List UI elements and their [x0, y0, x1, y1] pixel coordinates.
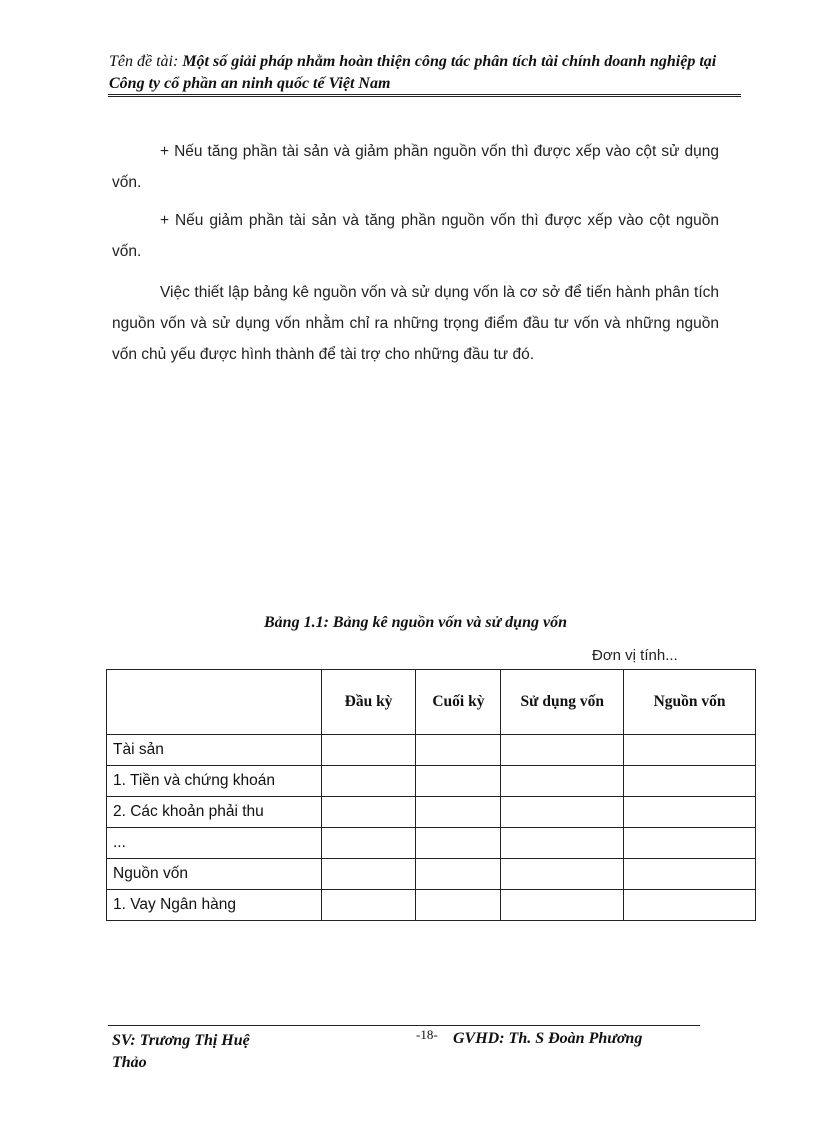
- paragraph-2: + Nếu giảm phần tài sản và tăng phần nguồn vốn thì được xếp vào cột nguồn vốn.: [112, 212, 719, 260]
- row-label: 1. Tiền và chứng khoán: [107, 766, 322, 797]
- footer-advisor: GVHD: Th. S Đoàn Phương: [453, 1030, 643, 1047]
- table-row: [107, 735, 756, 766]
- table-cell: [416, 828, 501, 859]
- table-caption: Bảng 1.1: Bảng kê nguồn vốn và sử dụng vốn: [264, 614, 567, 631]
- header-prefix: Tên đề tài:: [109, 53, 183, 70]
- row-label: 1. Vay Ngân hàng: [107, 890, 322, 921]
- unit-label: Đơn vị tính...: [592, 647, 678, 664]
- table-cell: [624, 735, 756, 766]
- table-cell: [321, 828, 416, 859]
- table-row: [107, 828, 756, 859]
- header-cell-nguon-von: Nguồn vốn: [624, 670, 756, 735]
- table-cell: [416, 859, 501, 890]
- table-cell: [321, 859, 416, 890]
- table-cell: [501, 766, 624, 797]
- table-cell: [416, 797, 501, 828]
- row-label: Nguồn vốn: [107, 859, 322, 890]
- table-cell: [321, 735, 416, 766]
- row-label: 2. Các khoản phải thu: [107, 797, 322, 828]
- table-cell: [416, 735, 501, 766]
- header-cell-dau-ky: Đầu kỳ: [321, 670, 416, 735]
- header-cell-su-dung-von: Sử dụng vốn: [501, 670, 624, 735]
- table-cell: [501, 859, 624, 890]
- table-cell: [501, 890, 624, 921]
- table-cell: [321, 766, 416, 797]
- page-number: -18-: [416, 1027, 438, 1042]
- table-cell: [624, 859, 756, 890]
- paragraph-3: Việc thiết lập bảng kê nguồn vốn và sử dụng vốn là cơ sở để tiến hành phân tích nguồn vốn và sử dụng vốn nhằm chỉ ra những trọng điểm đầu tư vốn và những nguồn vốn chủ yếu được hình thành để tài trợ cho những đầu tư đó.: [112, 284, 719, 363]
- row-label: ...: [107, 828, 322, 859]
- table-cell: [416, 890, 501, 921]
- table-cell: [624, 828, 756, 859]
- table-cell: [624, 890, 756, 921]
- footer-divider: [108, 1025, 700, 1026]
- table-row: [107, 859, 756, 890]
- header-cell-empty: [107, 670, 322, 735]
- table-cell: [501, 828, 624, 859]
- table-cell: [624, 766, 756, 797]
- header-title: Một số giải pháp nhằm hoàn thiện công tác phân tích tài chính doanh nghiệp tại Công ty cổ phần an ninh quốc tế Việt Nam: [109, 53, 717, 92]
- capital-table: [106, 669, 756, 921]
- header-cell-cuoi-ky: Cuối kỳ: [416, 670, 501, 735]
- table-cell: [321, 797, 416, 828]
- table-cell: [501, 735, 624, 766]
- table-row: [107, 766, 756, 797]
- table-cell: [501, 797, 624, 828]
- row-label: Tài sản: [107, 735, 322, 766]
- table-cell: [624, 797, 756, 828]
- table-cell: [321, 890, 416, 921]
- page-header: [109, 51, 741, 95]
- header-divider: [108, 94, 741, 97]
- paragraph-1: + Nếu tăng phần tài sản và giảm phần nguồn vốn thì được xếp vào cột sử dụng vốn.: [112, 143, 719, 191]
- table-header-row: [107, 670, 756, 735]
- table-row: [107, 890, 756, 921]
- table-row: [107, 797, 756, 828]
- footer-student: SV: Trương Thị Huệ Thảo: [112, 1032, 250, 1071]
- table-cell: [416, 766, 501, 797]
